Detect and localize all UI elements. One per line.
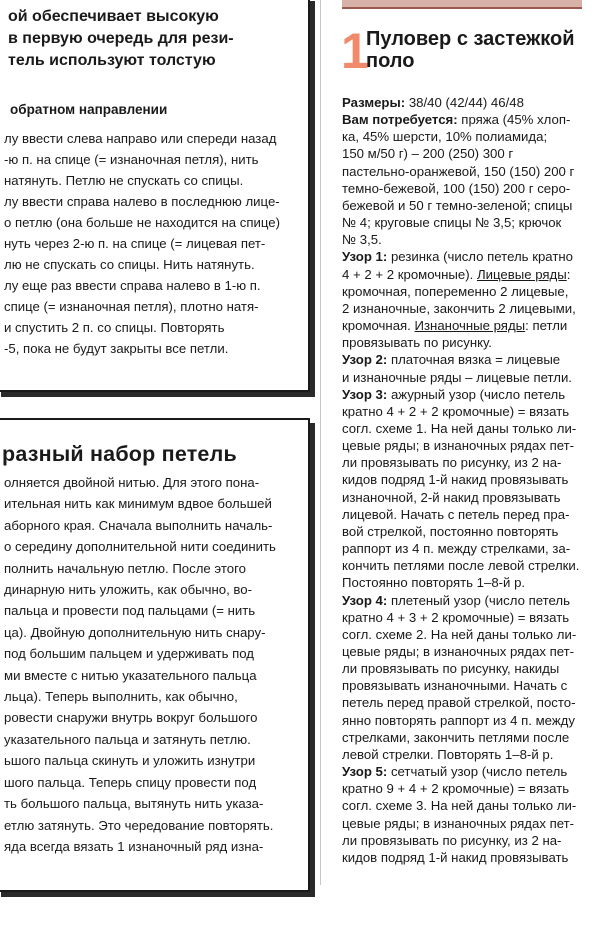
- section-body-text: олняется двойной нитью. Для этого пона- ительная нить как минимум вдвое большей аборного края. Сначала выполнить началь- о середину дополнительной нити соединить полнить начальную петлю. После этого динарную нить уложить, как обычно, во- пальца и провести под пальцами (= нить ца). Двойную дополнительную нить снару- под большим пальцем и удерживать под ми вместе с нитью указательного пальца льца). Теперь выполнить, как обычно, ровести снаружи внутрь вокруг большого указательного пальца и затянуть петлю. ьшого пальца скинуть и уложить изнутри шого пальца. Теперь спицу провести под ть большого пальца, вытянуть нить указа- етлю затянуть. Это чередование повторять. яда всегда вязать 1 изнаночный ряд изна-: [4, 475, 276, 854]
- intro-text: ой обеспечивает высокую в первую очередь для рези- тель используют толстую: [8, 8, 234, 69]
- materials-label: Вам потребуется:: [342, 112, 458, 128]
- pattern-2-label: Узор 2:: [342, 352, 388, 368]
- pattern-1-text-b: : кромочная, попеременно 2 лицевые, 2 изнаночные, закончить 2 лицевыми, кромочная.: [342, 266, 576, 334]
- photo-strip: [342, 0, 582, 9]
- pattern-1-label: Узор 1:: [342, 249, 388, 265]
- pattern-5-label: Узор 5:: [342, 764, 388, 780]
- pattern-4-text: плетеный узор (число петель кратно 4 + 3 + 2 кромочные) = вязать согл. схеме 2. На ней даны только ли- цевые ряды; в изнаночных рядах пет- ли провязывать по рисунку, накиды провязывать изнаночными. Начать с петель перед правой стрелкой, посто- янно повторять раппорт из 4 п. между стрелками, закончить петлями после левой стрелки. Повторять 1–8-й р.: [342, 592, 577, 762]
- section-body-text: лу ввести слева направо или спереди назад -ю п. на спице (= изнаночная петля), нить натянуть. Петлю не спускать со спицы. лу ввести справа налево в последнюю лице- о петлю (она больше не находится на спице) нуть через 2-ю п. на спице (= лицевая пет- лю не спускать со спицы. Нить натянуть. лу еще раз ввести справа налево в 1-ю п. спице (= изнаночная петля), плотно натя- и спустить 2 п. со спицы. Повторять -5, пока не будут закрыты все петли.: [4, 131, 281, 356]
- article-body: [342, 94, 579, 866]
- wrong-side-rows-label: Изнаночные ряды: [414, 318, 526, 334]
- section-subheading: обратном направлении: [10, 102, 168, 117]
- pattern-3-label: Узор 3:: [342, 386, 388, 402]
- article-title: Пуловер с застежкой поло: [366, 28, 575, 72]
- pattern-1-text: резинка (число петель кратно 4 + 2 + 2 кромочные).: [342, 249, 573, 282]
- pattern-4-label: Узор 4:: [342, 592, 388, 608]
- instruction-box-bottom: [0, 418, 310, 892]
- pattern-3-text: ажурный узор (число петель кратно 4 + 2 + 2 кромочные) = вязать согл. схеме 1. На ней даны только ли- цевые ряды; в изнаночных рядах пет- ли провязывать по рисунку, из 2 на- кидов подряд 1-й накид провязывать изнаночной, 2-й накид провязывать лицевой. Начать с петель перед пра- вой стрелкой, постоянно повторять раппорт из 4 п. между стрелками, за- кончить петлями после левой стрелки. Постоянно повторять 1–8-й р.: [342, 386, 580, 591]
- materials-text: пряжа (45% хлоп- ка, 45% шерсти, 10% полиамида; 150 м/50 г) – 200 (250) 300 г пастельно-оранжевой, 150 (150) 200 г темно-бежевой, 100 (150) 200 г серо- бежевой и 50 г темно-зеленой; спицы № 4; круговые спицы № 3,5; крючок № 3,5.: [342, 112, 575, 248]
- pattern-1-text-c: : петли провязывать по рисунку.: [342, 318, 568, 351]
- sizes-value: 38/40 (42/44) 46/48: [405, 95, 524, 110]
- section-heading: разный набор петель: [2, 442, 237, 466]
- pattern-2-text: платочная вязка = лицевые и изнаночные ряды – лицевые петли.: [342, 352, 572, 385]
- column-divider: [320, 0, 321, 885]
- instruction-box-top: [0, 0, 310, 392]
- sizes-label: Размеры:: [342, 95, 406, 110]
- right-side-rows-label: Лицевые ряды: [476, 266, 567, 282]
- pattern-5-text: сетчатый узор (число петель кратно 9 + 4 + 2 кромочные) = вязать согл. схеме 3. На ней даны только ли- цевые ряды; в изнаночных рядах пет- ли провязывать по рисунку, из 2 на- кидов подряд 1-й накид провязывать: [342, 764, 577, 865]
- article-number: 1: [341, 23, 369, 79]
